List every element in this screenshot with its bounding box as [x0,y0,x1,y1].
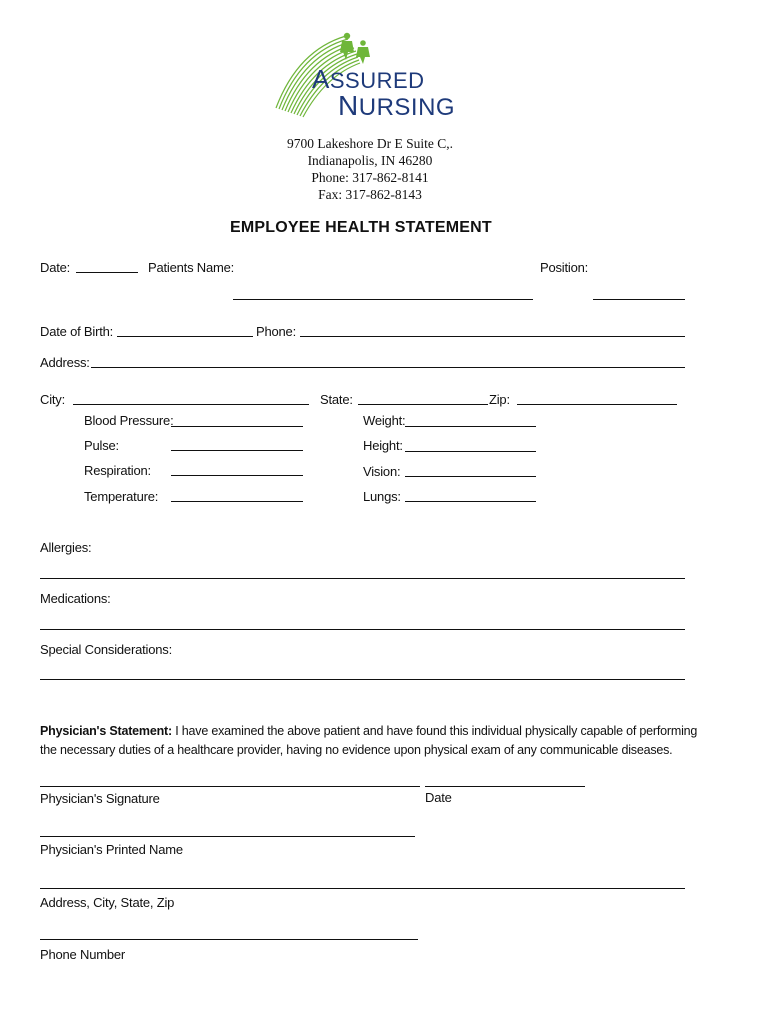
blood-pressure-field[interactable] [171,426,303,427]
state-label: State: [320,392,353,407]
address-label: Address: [40,355,90,370]
vision-label: Vision: [363,464,401,479]
pulse-field[interactable] [171,450,303,451]
printed-name-field[interactable] [40,836,415,837]
logo-word-nursing: NURSING [338,90,456,121]
respiration-field[interactable] [171,475,303,476]
address-line1: 9700 Lakeshore Dr E Suite C,. [286,136,454,151]
city-label: City: [40,392,66,407]
physician-phone-field[interactable] [40,939,418,940]
physician-signature-label: Physician's Signature [40,791,160,806]
company-logo [268,30,468,120]
weight-label: Weight: [363,413,406,428]
position-label: Position: [540,260,589,275]
lungs-label: Lungs: [363,489,401,504]
medications-field[interactable] [40,629,685,630]
address-fax: Fax: 317-862-8143 [318,187,422,202]
allergies-field[interactable] [40,578,685,579]
logo-word-assured: ASSURED [312,64,425,94]
signature-date-field[interactable] [425,786,585,787]
blood-pressure-label: Blood Pressure: [84,413,174,428]
respiration-label: Respiration: [84,463,151,478]
allergies-label: Allergies: [40,540,92,555]
company-address [220,135,520,203]
city-field[interactable] [73,404,309,405]
state-field[interactable] [358,404,488,405]
temperature-field[interactable] [171,501,303,502]
statement-text2: the necessary duties of a healthcare provider, having no evidence upon physical exam of any communicable diseases. [40,743,673,757]
zip-label: Zip: [489,392,510,407]
special-considerations-label: Special Considerations: [40,642,172,657]
address-field[interactable] [91,367,685,368]
height-field[interactable] [405,451,536,452]
vision-field[interactable] [405,476,536,477]
printed-name-label: Physician's Printed Name [40,842,183,857]
position-field[interactable] [593,299,685,300]
physician-signature-field[interactable] [40,786,420,787]
physician-address-field[interactable] [40,888,685,889]
medications-label: Medications: [40,591,111,606]
weight-field[interactable] [405,426,536,427]
page-title: EMPLOYEE HEALTH STATEMENT [230,219,492,236]
phone-field[interactable] [300,336,685,337]
patients-name-field[interactable] [233,299,533,300]
zip-field[interactable] [517,404,677,405]
pulse-label: Pulse: [84,438,119,453]
patients-name-label: Patients Name: [148,260,235,275]
lungs-field[interactable] [405,501,536,502]
physician-phone-label: Phone Number [40,947,126,962]
dob-field[interactable] [117,336,253,337]
signature-date-label: Date [425,790,452,805]
address-line2: Indianapolis, IN 46280 [307,153,433,168]
date-label: Date: [40,260,71,275]
statement-heading: Physician's Statement: [40,724,172,738]
statement-text1: I have examined the above patient and have found this individual physically capable of performing [171,724,698,738]
phone-label: Phone: [256,324,297,339]
statement-line1 [40,722,730,741]
physician-statement [40,722,730,760]
address-phone: Phone: 317-862-8141 [311,170,429,185]
temperature-label: Temperature: [84,489,159,504]
height-label: Height: [363,438,403,453]
special-considerations-field[interactable] [40,679,685,680]
date-field[interactable] [76,272,138,273]
physician-address-label: Address, City, State, Zip [40,895,175,910]
dob-label: Date of Birth: [40,324,114,339]
